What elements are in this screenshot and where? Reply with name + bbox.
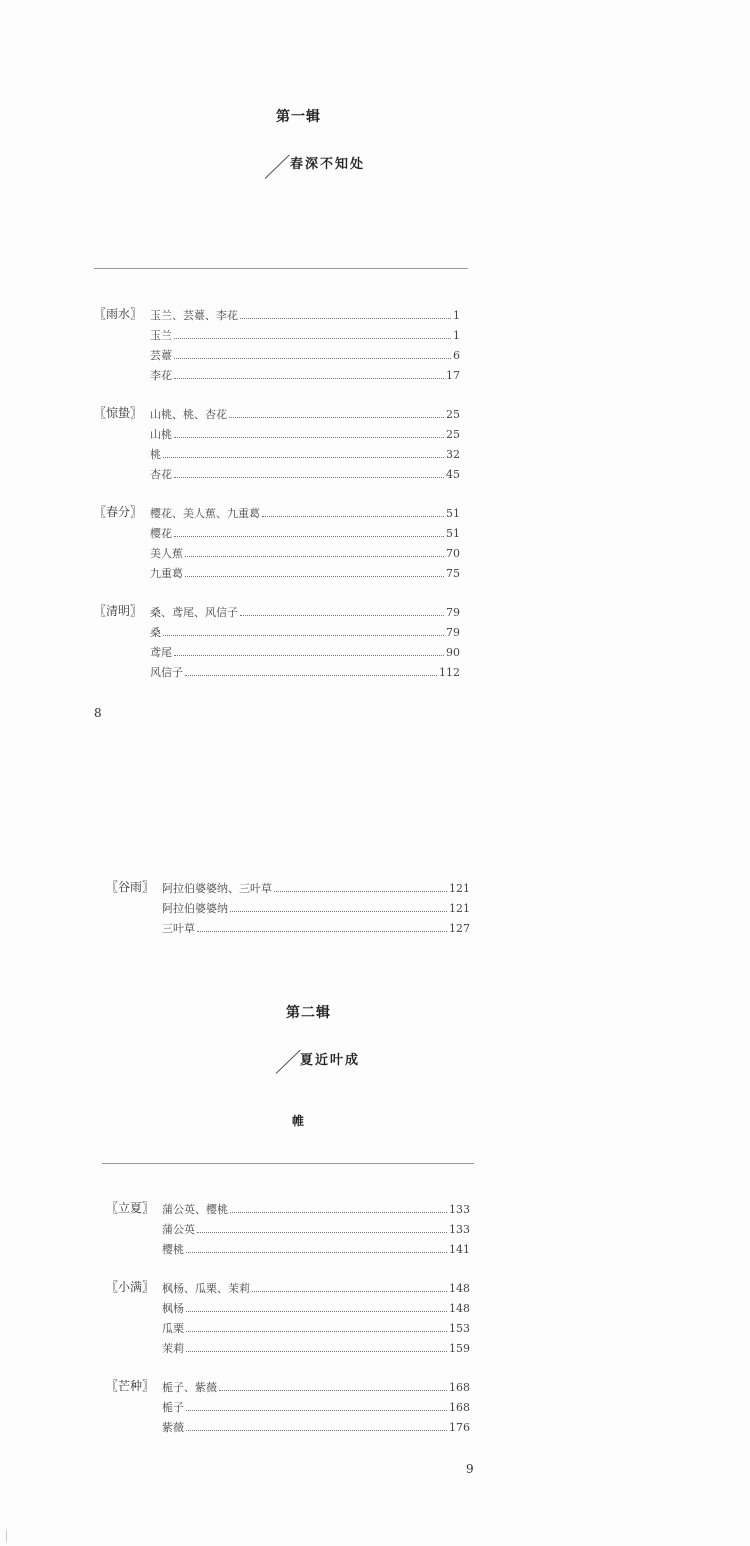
- divider-rule: [94, 268, 468, 269]
- solar-term-label: 〖春分〗: [94, 505, 143, 519]
- toc-entry[interactable]: 栀子 168: [162, 1397, 470, 1417]
- toc-entry[interactable]: 山桃 25: [150, 424, 460, 444]
- toc-entry[interactable]: 玉兰 1: [150, 325, 460, 345]
- toc-entry[interactable]: 樱桃 141: [162, 1239, 470, 1259]
- toc-entry[interactable]: 风信子 112: [150, 662, 460, 682]
- solar-term-label: 〖小满〗: [106, 1280, 155, 1294]
- toc-entry[interactable]: 茉莉 159: [162, 1338, 470, 1358]
- subtitle-1: 春深不知处: [290, 157, 366, 172]
- toc-entry[interactable]: 栀子、紫薇 168: [162, 1377, 470, 1397]
- toc-entry[interactable]: 桑、鸢尾、风信子 79: [150, 602, 460, 622]
- subtitle-2-extra: 帷: [292, 1114, 307, 1128]
- toc-entry[interactable]: 杏花 45: [150, 464, 460, 484]
- toc-entry[interactable]: 山桃、桃、杏花 25: [150, 404, 460, 424]
- toc-entry[interactable]: 九重葛 75: [150, 563, 460, 583]
- part-title-2: 第二辑: [286, 1005, 331, 1021]
- toc-entry[interactable]: 桑 79: [150, 622, 460, 642]
- solar-term-label: 〖谷雨〗: [106, 880, 155, 894]
- toc-entry[interactable]: 桃 32: [150, 444, 460, 464]
- toc-entry[interactable]: 玉兰、芸薹、李花 1: [150, 305, 460, 325]
- toc-entry[interactable]: 樱花、美人蕉、九重葛 51: [150, 503, 460, 523]
- toc-entry[interactable]: 鸢尾 90: [150, 642, 460, 662]
- page-number-8: 8: [94, 706, 102, 720]
- toc-entry[interactable]: 李花 17: [150, 365, 460, 385]
- toc-entry[interactable]: 樱花 51: [150, 523, 460, 543]
- toc-entry[interactable]: 三叶草 127: [162, 918, 470, 938]
- page-number-9: 9: [466, 1462, 474, 1476]
- scan-edge-mark: [6, 1530, 7, 1542]
- title-slash: [265, 155, 290, 179]
- solar-term-label: 〖立夏〗: [106, 1201, 155, 1215]
- part-title-1: 第一辑: [276, 109, 321, 125]
- title-slash: [276, 1050, 301, 1074]
- solar-term-label: 〖惊蛰〗: [94, 406, 143, 420]
- toc-entry[interactable]: 枫杨、瓜栗、茉莉 148: [162, 1278, 470, 1298]
- toc-entry[interactable]: 阿拉伯婆婆纳、三叶草 121: [162, 878, 470, 898]
- solar-term-label: 〖清明〗: [94, 604, 143, 618]
- toc-entry[interactable]: 美人蕉 70: [150, 543, 460, 563]
- toc-entry[interactable]: 阿拉伯婆婆纳 121: [162, 898, 470, 918]
- subtitle-2: 夏近叶成: [300, 1053, 361, 1068]
- toc-entry[interactable]: 紫薇 176: [162, 1417, 470, 1437]
- toc-entry[interactable]: 瓜栗 153: [162, 1318, 470, 1338]
- toc-entry[interactable]: 芸薹 6: [150, 345, 460, 365]
- toc-entry[interactable]: 蒲公英 133: [162, 1219, 470, 1239]
- divider-rule: [102, 1163, 474, 1164]
- solar-term-label: 〖芒种〗: [106, 1379, 155, 1393]
- toc-entry[interactable]: 蒲公英、樱桃 133: [162, 1199, 470, 1219]
- solar-term-label: 〖雨水〗: [94, 307, 143, 321]
- toc-entry[interactable]: 枫杨 148: [162, 1298, 470, 1318]
